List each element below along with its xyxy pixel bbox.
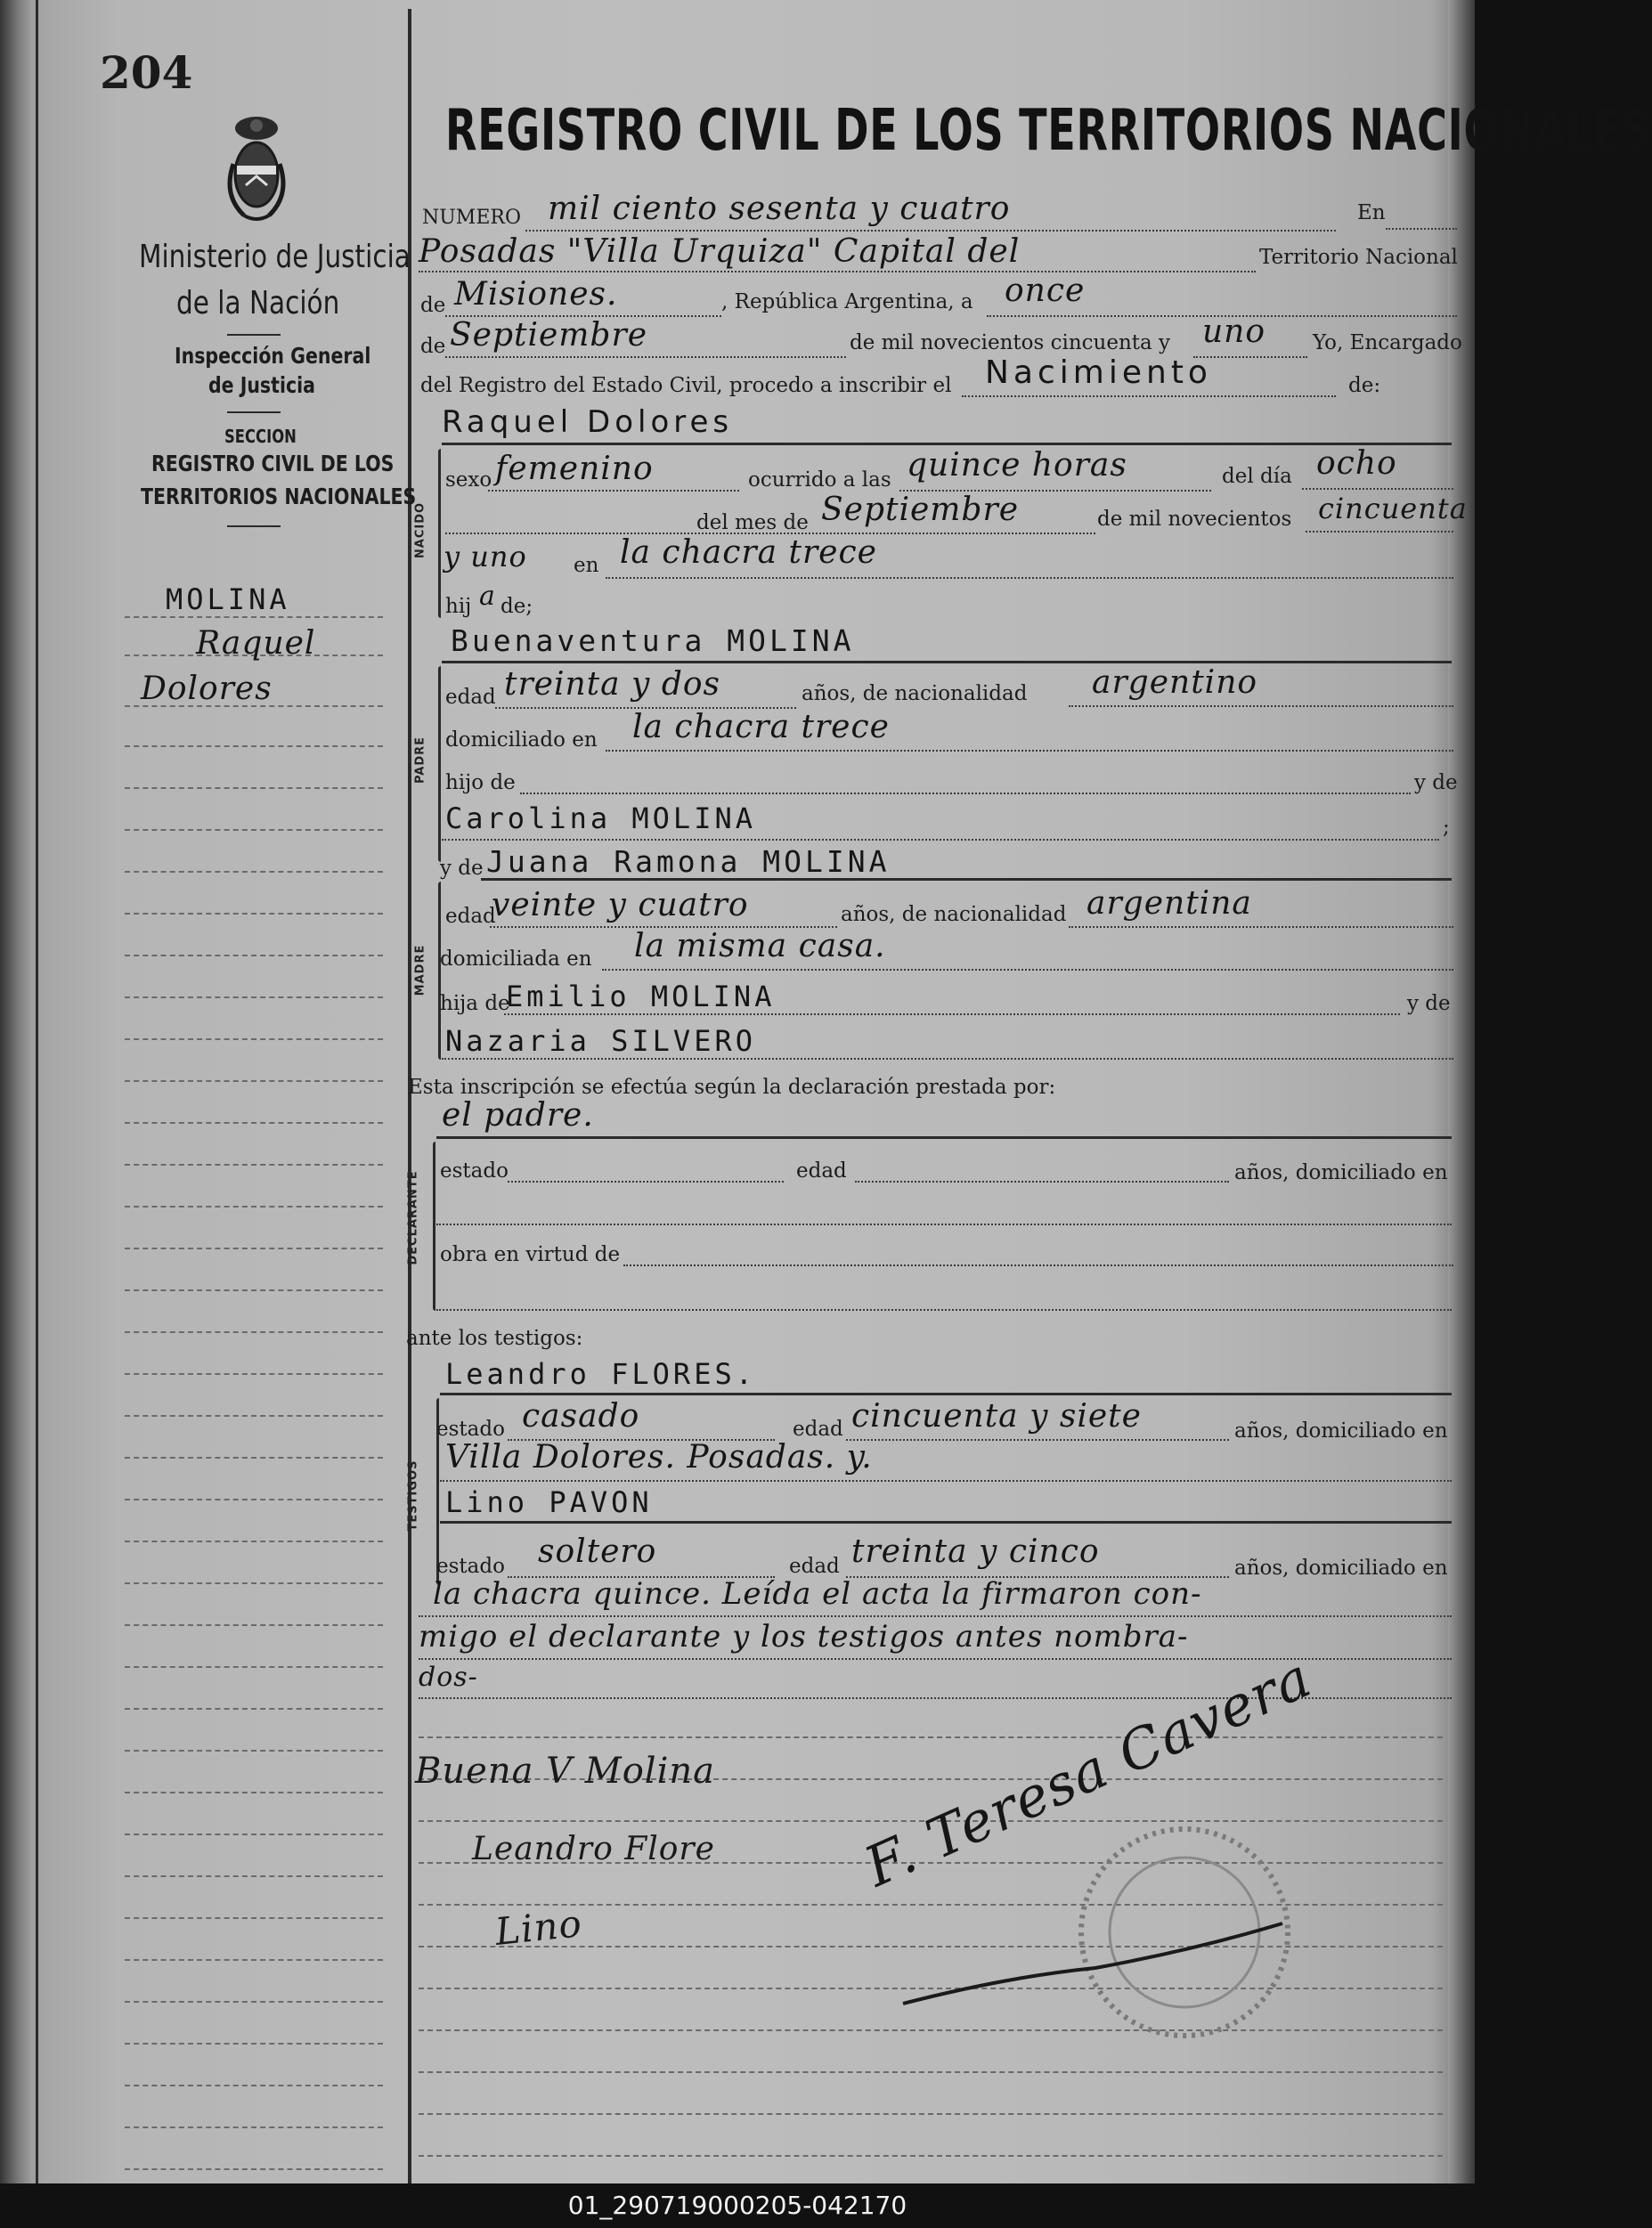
left-header-rule-3 <box>227 525 281 527</box>
line-padre-nacionalidad <box>1069 705 1453 707</box>
image-id-footer: 01_290719000205-042170 <box>0 2183 1475 2228</box>
ministry-line-1: Ministerio de Justicia <box>139 239 411 275</box>
value-padre-nombre: Buenaventura MOLINA <box>451 623 855 658</box>
page-right-edge <box>1448 0 1475 2183</box>
label-del-registro: del Registro del Estado Civil, procedo a inscribir el <box>420 374 952 397</box>
line-testigo1-domicilio <box>440 1480 1452 1482</box>
label-y-de-padre: y de <box>1414 771 1458 794</box>
value-madre-edad: veinte y cuatro <box>492 887 749 923</box>
value-sexo: femenino <box>495 451 654 487</box>
label-obra-en-virtud: obra en virtud de <box>440 1243 621 1266</box>
signature-encargado: F. Teresa Cavera <box>855 1644 1321 1899</box>
line-madre-domicilio <box>602 969 1453 971</box>
section-line-1: REGISTRO CIVIL DE LOS <box>151 451 395 476</box>
document-title: REGISTRO CIVIL DE LOS TERRITORIOS NACIONALES <box>445 98 1652 164</box>
value-mes-nac: Septiembre <box>821 492 1019 528</box>
signature-padre: Buena V Molina <box>415 1751 715 1792</box>
value-acto: Nacimiento <box>985 354 1212 391</box>
padre-name-rule <box>442 661 1452 663</box>
label-semicolon: ; <box>1443 816 1450 839</box>
label-de-mil-novecientos: de mil novecientos <box>1097 508 1292 531</box>
value-testigo1-estado: casado <box>522 1398 640 1435</box>
label-de-territorio: de <box>420 294 446 317</box>
value-padre-domicilio: la chacra trece <box>632 709 890 745</box>
label-madre: MADRE <box>413 944 427 996</box>
value-lugar-nac: la chacra trece <box>620 534 877 571</box>
label-testigo2-estado: estado <box>436 1555 505 1578</box>
line-declarante-edad <box>855 1181 1229 1183</box>
label-testigos: TESTIGOS <box>406 1460 420 1532</box>
value-declarante: el padre. <box>442 1097 594 1134</box>
testigo2-rule <box>440 1521 1452 1524</box>
label-hij: hij <box>445 595 472 618</box>
label-declarante-edad: edad <box>796 1159 847 1183</box>
value-testigo1-edad: cincuenta y siete <box>851 1398 1142 1435</box>
label-republica: , República Argentina, a <box>721 290 973 313</box>
left-header-rule-2 <box>227 411 281 413</box>
label-testigo1-edad: edad <box>793 1418 843 1441</box>
label-en: En <box>1357 201 1386 224</box>
value-madre-domicilio: la misma casa. <box>634 928 886 964</box>
label-esta-inscripcion: Esta inscripción se efectúa según la declaración prestada por: <box>408 1076 1056 1099</box>
line-madre-madre <box>442 1058 1453 1060</box>
value-madre-nacionalidad: argentina <box>1086 885 1252 922</box>
value-padre-madre: Carolina MOLINA <box>445 801 756 835</box>
encargado-signature-stroke <box>899 1915 1291 2013</box>
label-testigo2-edad: edad <box>789 1555 840 1578</box>
label-nacido: NACIDO <box>413 501 427 559</box>
label-mil-novecientos: de mil novecientos cincuenta y <box>850 331 1171 354</box>
value-hora: quince horas <box>907 447 1127 484</box>
padre-brace <box>438 666 441 862</box>
line-en <box>1386 228 1457 230</box>
label-testigo1-anos: años, domiciliado en <box>1234 1419 1448 1443</box>
value-madre-padre: Emilio MOLINA <box>506 980 776 1013</box>
label-en-lugar: en <box>574 554 599 577</box>
label-testigo1-estado: estado <box>436 1418 505 1441</box>
label-madre-edad: edad <box>445 905 496 928</box>
line-mes <box>445 356 846 358</box>
left-margin-rule <box>36 0 38 2183</box>
line-anio-nac <box>1306 531 1453 533</box>
declarante-brace <box>433 1142 435 1311</box>
label-de-semicolon: de; <box>500 595 533 618</box>
value-madre-nombre: Juana Ramona MOLINA <box>486 844 891 879</box>
testigo1-rule <box>440 1393 1452 1395</box>
line-hijo-de <box>520 793 1411 794</box>
signature-testigo-2: Lino <box>492 1901 584 1954</box>
line-madre-nacionalidad <box>1069 926 1453 928</box>
value-testigo2-nombre: Lino PAVON <box>445 1485 653 1519</box>
inspection-line-2: de Justicia <box>208 372 315 398</box>
label-hijo-de: hijo de <box>445 771 516 794</box>
inspection-line-1: Inspección General <box>175 343 371 369</box>
label-de-mes: de <box>420 335 446 358</box>
label-madre-domicilio: domiciliada en <box>440 947 592 971</box>
value-nacido-nombre: Raquel Dolores <box>442 404 734 440</box>
value-padre-edad: treinta y dos <box>504 666 721 703</box>
left-header-rule-1 <box>227 334 281 336</box>
line-madre-padre <box>504 1013 1400 1015</box>
value-anio-nac-2: y uno <box>444 540 527 573</box>
line-dia-nac <box>1302 488 1453 490</box>
line-declarante-extra <box>436 1309 1452 1311</box>
margin-given-name-1: Raquel <box>196 625 316 662</box>
madre-name-rule <box>481 878 1452 881</box>
label-padre-nacionalidad: años, de nacionalidad <box>802 682 1028 705</box>
value-numero: mil ciento sesenta y cuatro <box>548 191 1011 227</box>
line-acto <box>962 395 1336 397</box>
line-declarante-domicilio <box>436 1224 1452 1225</box>
label-declarante: DECLARANTE <box>406 1170 420 1265</box>
value-hij-suffix: a <box>479 581 496 612</box>
line-lugar <box>419 271 1256 272</box>
book-binding-edge <box>0 0 30 2183</box>
label-numero: NUMERO <box>422 207 521 229</box>
argentina-coat-of-arms-icon <box>221 110 292 228</box>
value-testigo1-domicilio: Villa Dolores. Posadas. y. <box>445 1439 873 1476</box>
closing-line-2: migo el declarante y los testigos antes nombra- <box>419 1619 1189 1655</box>
label-madre-nacionalidad: años, de nacionalidad <box>841 903 1067 926</box>
declarante-rule <box>436 1136 1452 1139</box>
line-testigo1-edad <box>846 1439 1229 1441</box>
value-anio: uno <box>1202 313 1266 350</box>
value-madre-madre: Nazaria SILVERO <box>445 1024 756 1058</box>
value-testigo2-edad: treinta y cinco <box>851 1533 1100 1570</box>
closing-line-3: dos- <box>419 1662 478 1693</box>
label-ante-testigos: ante los testigos: <box>406 1327 583 1350</box>
label-hija-de: hija de <box>440 992 510 1015</box>
label-del-dia: del día <box>1222 465 1292 488</box>
ministry-line-2: de la Nación <box>176 285 340 321</box>
label-padre: PADRE <box>413 736 427 785</box>
section-label: SECCION <box>224 426 297 447</box>
label-y-de-madre-2: y de <box>1407 992 1451 1015</box>
signature-testigo-1: Leandro Flore <box>472 1831 715 1867</box>
value-mes: Septiembre <box>450 317 647 354</box>
line-lugar-nac <box>606 577 1453 579</box>
line-closing-1 <box>419 1615 1452 1617</box>
line-padre-domicilio <box>606 750 1453 752</box>
line-numero <box>525 230 1336 232</box>
label-ocurrido: ocurrido a las <box>748 468 891 492</box>
value-testigo1-nombre: Leandro FLORES. <box>445 1357 756 1391</box>
label-declarante-anos: años, domiciliado en <box>1234 1161 1448 1184</box>
label-testigo2-anos: años, domiciliado en <box>1234 1557 1448 1580</box>
value-padre-nacionalidad: argentino <box>1092 664 1258 701</box>
line-padre-madre <box>442 839 1439 841</box>
value-lugar: Posadas "Villa Urquiza" Capital del <box>419 233 1021 270</box>
label-del-mes: del mes de <box>696 511 809 534</box>
page-number: 204 <box>100 46 193 99</box>
margin-surname: MOLINA <box>166 582 290 616</box>
line-obra-en-virtud <box>623 1264 1453 1266</box>
value-dia-nac: ocho <box>1316 445 1397 482</box>
margin-given-name-2: Dolores <box>141 671 273 707</box>
value-testigo2-estado: soltero <box>538 1533 657 1570</box>
label-declarante-estado: estado <box>440 1159 509 1183</box>
madre-brace <box>438 882 441 1060</box>
closing-line-1: la chacra quince. Leída el acta la firmaron con- <box>433 1576 1202 1612</box>
label-yo-encargado: Yo, Encargado <box>1313 331 1462 354</box>
label-y-de-madre: y de <box>440 857 484 880</box>
nacido-name-rule <box>442 443 1452 445</box>
label-territorio-nacional: Territorio Nacional <box>1259 246 1458 269</box>
label-sexo: sexo <box>445 468 492 492</box>
value-territorio: Misiones. <box>454 276 618 313</box>
label-de-colon: de: <box>1348 374 1381 397</box>
value-dia: once <box>1005 272 1086 309</box>
value-anio-nac: cincuenta <box>1318 492 1468 525</box>
line-declarante-estado <box>508 1181 784 1183</box>
label-padre-edad: edad <box>445 686 496 709</box>
label-padre-domicilio: domiciliado en <box>445 728 598 752</box>
nacido-brace <box>438 449 441 618</box>
line-sexo <box>488 490 739 492</box>
section-line-2: TERRITORIOS NACIONALES <box>141 484 417 509</box>
